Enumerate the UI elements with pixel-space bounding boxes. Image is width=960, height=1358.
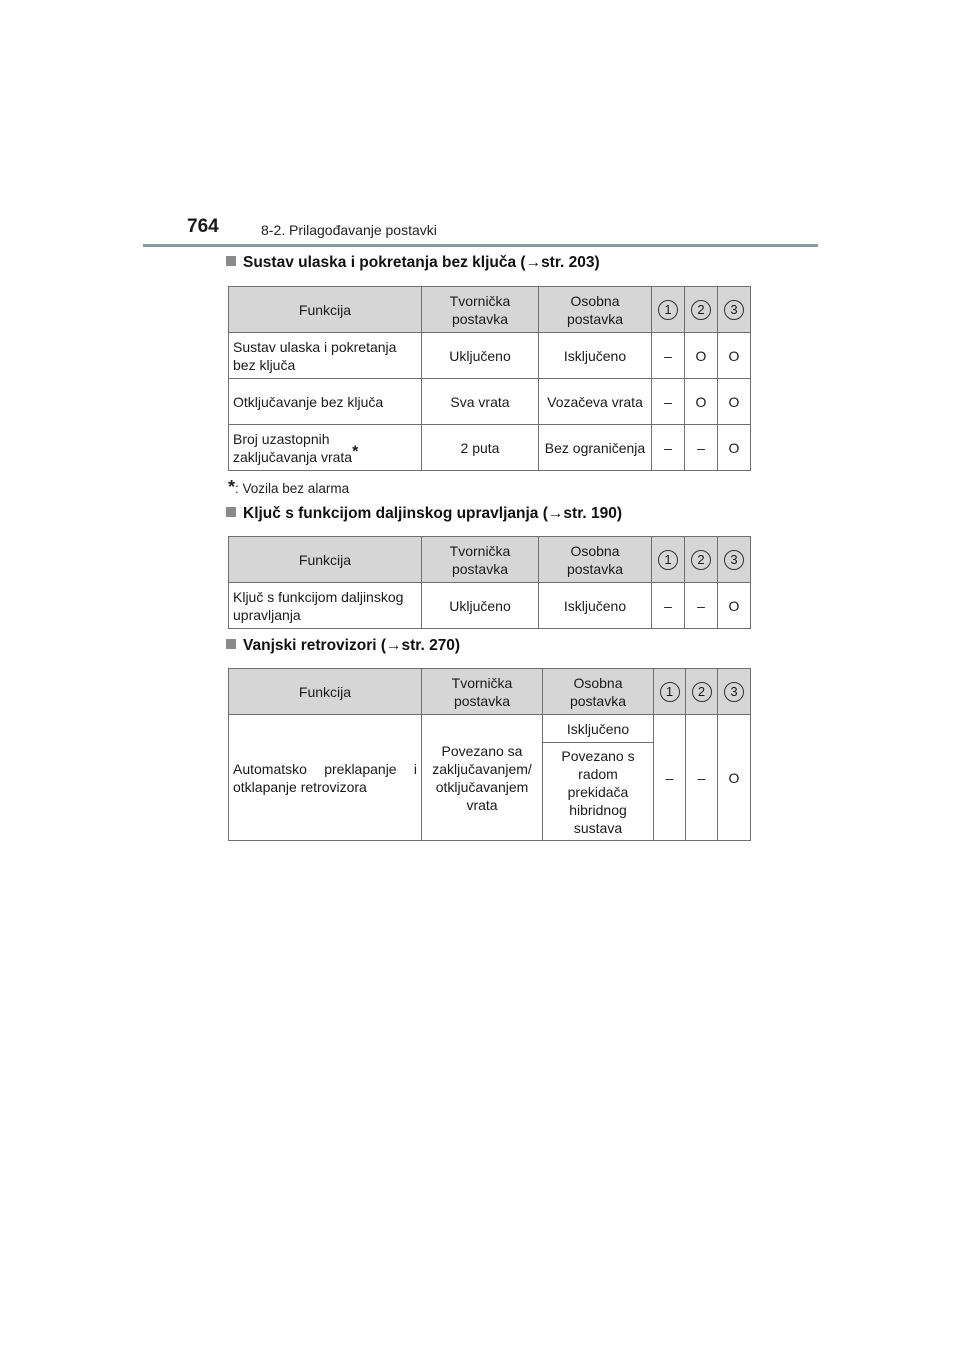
cell-c1: – — [654, 715, 686, 841]
circled-3-icon: 3 — [724, 300, 744, 320]
square-bullet-icon — [226, 256, 236, 266]
cell-c3: O — [718, 333, 751, 379]
section-header: 8-2. Prilagođavanje postavki — [261, 222, 437, 238]
col-custom: Osobna postavka — [539, 287, 652, 333]
section-title-remote-key: Ključ s funkcijom daljinskog upravljanja (→str. 190) — [226, 505, 622, 523]
col-function: Funkcija — [229, 669, 422, 715]
settings-table-keyless-entry — [228, 286, 751, 471]
table-row — [229, 379, 751, 425]
col-2 — [686, 669, 718, 715]
cell-c3: O — [718, 425, 751, 471]
col-function: Funkcija — [229, 537, 422, 583]
page-number: 764 — [187, 216, 219, 237]
col-2 — [685, 287, 718, 333]
cell-c2: O — [685, 379, 718, 425]
cell-custom: Bez ograničenja — [539, 425, 652, 471]
cell-c1: – — [652, 583, 685, 629]
cell-c1: – — [652, 425, 685, 471]
cell-function: Broj uzastopnih zaključavanja vrata* — [229, 425, 422, 471]
cell-custom-option-1: Isključeno — [543, 715, 654, 743]
col-1 — [654, 669, 686, 715]
table-row — [229, 425, 751, 471]
col-factory: Tvornička postavka — [422, 669, 543, 715]
cell-factory: Uključeno — [422, 583, 539, 629]
square-bullet-icon — [226, 507, 236, 517]
circled-1-icon: 1 — [658, 550, 678, 570]
col-3 — [718, 537, 751, 583]
cell-c2: – — [686, 715, 718, 841]
cell-function: Ključ s funkcijom daljinskog upravljanja — [229, 583, 422, 629]
col-3 — [718, 669, 751, 715]
circled-1-icon: 1 — [660, 682, 680, 702]
col-custom: Osobna postavka — [543, 669, 654, 715]
table-header-row — [229, 287, 751, 333]
table-row — [229, 583, 751, 629]
header-rule — [143, 244, 818, 247]
circled-2-icon: 2 — [691, 550, 711, 570]
cell-c3: O — [718, 379, 751, 425]
cell-custom: Isključeno — [539, 333, 652, 379]
footnote-marker: * — [352, 442, 359, 460]
circled-3-icon: 3 — [724, 682, 744, 702]
table-row — [229, 333, 751, 379]
settings-table-mirrors — [228, 668, 751, 841]
cell-custom: Isključeno — [539, 583, 652, 629]
circled-3-icon: 3 — [724, 550, 744, 570]
col-3 — [718, 287, 751, 333]
col-1 — [652, 287, 685, 333]
table-row — [229, 715, 751, 743]
circled-2-icon: 2 — [691, 300, 711, 320]
section-title-keyless-entry: Sustav ulaska i pokretanja bez ključa (→str. 203) — [226, 254, 600, 272]
cell-c3: O — [718, 583, 751, 629]
cell-custom-option-2: Povezano s radom prekidača hibridnog sustava — [543, 743, 654, 841]
cell-factory: 2 puta — [422, 425, 539, 471]
section-title-mirrors: Vanjski retrovizori (→str. 270) — [226, 637, 460, 655]
col-2 — [685, 537, 718, 583]
circled-2-icon: 2 — [692, 682, 712, 702]
col-1 — [652, 537, 685, 583]
cell-factory: Uključeno — [422, 333, 539, 379]
cell-c3: O — [718, 715, 751, 841]
cell-c2: – — [685, 425, 718, 471]
cell-c1: – — [652, 333, 685, 379]
cell-c2: O — [685, 333, 718, 379]
cell-function: Sustav ulaska i pokretanja bez ključa — [229, 333, 422, 379]
cell-factory: Povezano sa zaključavanjem/ otključavanjem vrata — [422, 715, 543, 841]
col-function: Funkcija — [229, 287, 422, 333]
col-factory: Tvornička postavka — [422, 287, 539, 333]
cell-custom: Vozačeva vrata — [539, 379, 652, 425]
footnote-marker: * — [228, 477, 236, 497]
cell-c2: – — [685, 583, 718, 629]
cell-function: Otključavanje bez ključa — [229, 379, 422, 425]
cell-c1: – — [652, 379, 685, 425]
settings-table-remote-key — [228, 536, 751, 629]
table-header-row — [229, 669, 751, 715]
col-custom: Osobna postavka — [539, 537, 652, 583]
footnote: *: Vozila bez alarma — [228, 477, 350, 497]
cell-factory: Sva vrata — [422, 379, 539, 425]
circled-1-icon: 1 — [658, 300, 678, 320]
square-bullet-icon — [226, 639, 236, 649]
col-factory: Tvornička postavka — [422, 537, 539, 583]
table-header-row — [229, 537, 751, 583]
cell-function: Automatsko preklapanje i otklapanje retrovizora — [229, 715, 422, 841]
